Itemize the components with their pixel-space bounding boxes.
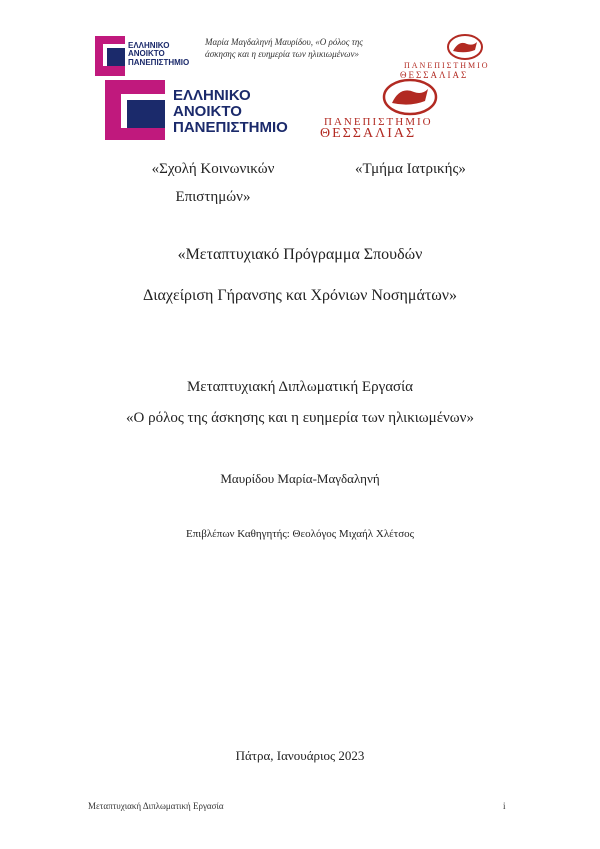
eap-logo-line2: ΑΝΟΙΚΤΟ xyxy=(128,49,165,59)
uth-logo-small-line2: ΘΕΣΣΑΛΙΑΣ xyxy=(400,70,469,80)
thesis-type: Μεταπτυχιακή Διπλωματική Εργασία xyxy=(186,379,414,395)
supervisor: Επιβλέπων Καθηγητής: Θεολόγος Μιχαήλ Χλέτσος xyxy=(185,528,414,540)
eap-logo-large-line1: ΕΛΛΗΝΙΚΟ xyxy=(173,87,251,104)
eap-emblem-icon xyxy=(105,80,165,140)
footer-label: Μεταπτυχιακή Διπλωματική Εργασία xyxy=(88,801,224,811)
eap-logo-line3: ΠΑΝΕΠΙΣΤΗΜΙΟ xyxy=(128,57,190,67)
uth-emblem-icon xyxy=(445,34,485,60)
uth-logo-small-line1: ΠΑΝΕΠΙΣΤΗΜΙΟ xyxy=(404,61,490,70)
eap-logo-large-line3: ΠΑΝΕΠΙΣΤΗΜΙΟ xyxy=(173,118,288,136)
page-number: i xyxy=(503,801,506,811)
program-title-line2: Διαχείριση Γήρανσης και Χρόνιων Νοσημάτων» xyxy=(142,287,458,304)
school-name: «Σχολή Κοινωνικών Επιστημών» xyxy=(151,161,275,205)
thesis-title: «Ο ρόλος της άσκησης και η ευημερία των ηλικιωμένων» xyxy=(126,410,474,426)
department-name: «Τμήμα Ιατρικής» xyxy=(355,161,466,177)
eap-emblem-icon xyxy=(95,36,125,76)
eap-logo-large xyxy=(105,80,290,140)
eap-logo-small xyxy=(95,36,190,76)
program-title-line1: «Μεταπτυχιακό Πρόγραμμα Σπουδών xyxy=(177,246,423,263)
place-date: Πάτρα, Ιανουάριος 2023 xyxy=(235,748,365,763)
uth-logo-large-line1: ΠΑΝΕΠΙΣΤΗΜΙΟ xyxy=(324,116,433,128)
eap-logo-line1: ΕΛΛΗΝΙΚΟ xyxy=(128,41,170,50)
uth-logo-large-line2: ΘΕΣΣΑΛΙΑΣ xyxy=(320,126,417,141)
uth-logo-large xyxy=(320,78,515,140)
eap-logo-large-line2: ΑΝΟΙΚΤΟ xyxy=(173,102,242,120)
author-name: Μαυρίδου Μαρία-Μαγδαληνή xyxy=(220,471,380,486)
running-header-note: Μαρία Μαγδαληνή Μαυρίδου, «Ο ρόλος της άσκησης και η ευημερία των ηλικιωμένων» xyxy=(205,37,363,60)
uth-logo-small xyxy=(400,34,530,80)
uth-emblem-icon xyxy=(380,78,440,116)
